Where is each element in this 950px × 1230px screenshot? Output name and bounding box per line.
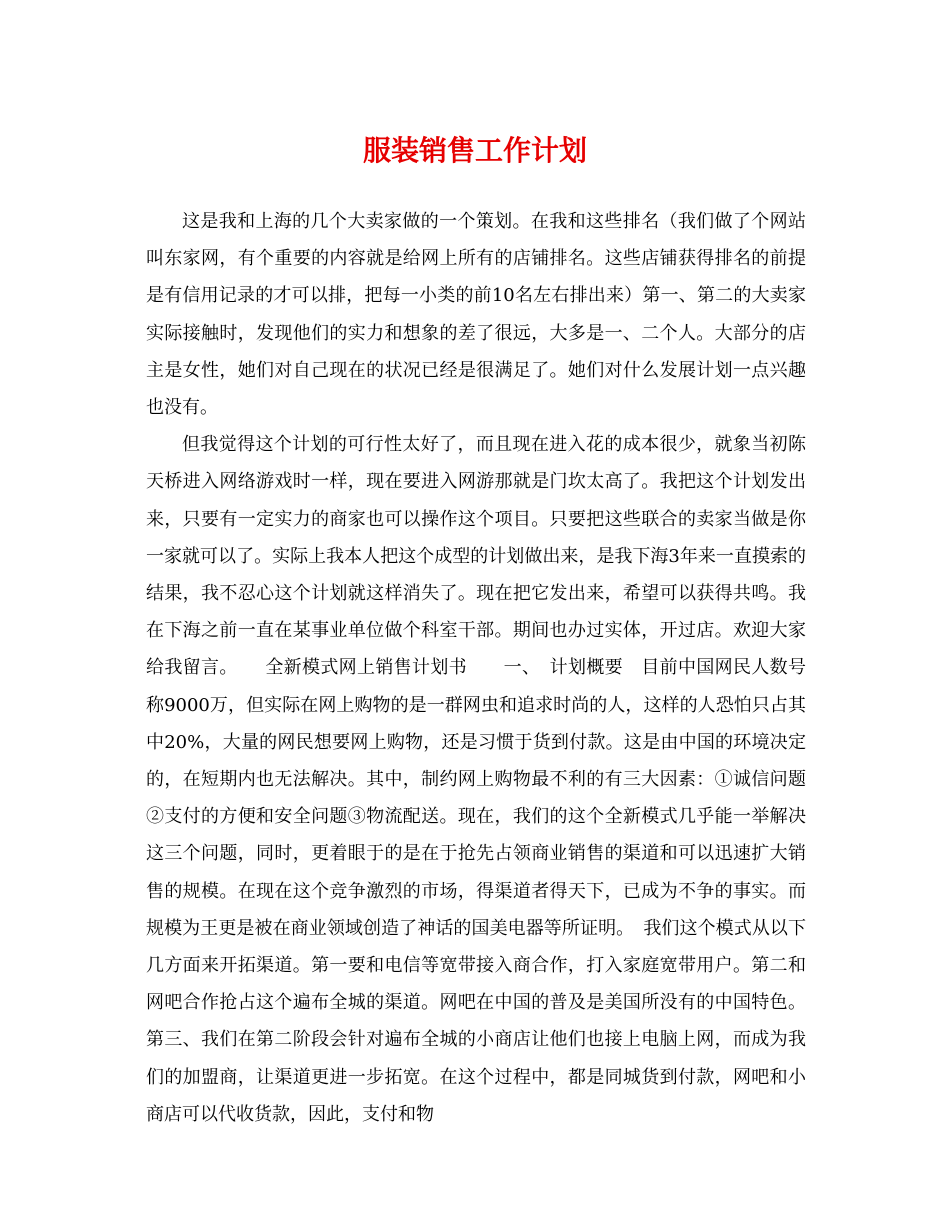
document-title: 服装销售工作计划: [362, 134, 587, 167]
document-body: [146, 203, 806, 1133]
paragraph-2: 但我觉得这个计划的可行性太好了，而且现在进入花的成本很少，就象当初陈天桥进入网络游戏时一样，现在要进入网游那就是门坎太高了。我把这个计划发出来，只要有一定实力的商家也可以操作这个项目。只要把这些联合的卖家当做是你一家就可以了。实际上我本人把这个成型的计划做出来，是我下海3年来一直摸索的结果，我不忍心这个计划就这样消失了。现在把它发出来，希望可以获得共鸣。我在下海之前一直在某事业单位做个科室干部。期间也办过实体，开过店。欢迎大家给我留言。 全新模式网上销售计划书 一、 计划概要 目前中国网民人数号称9000万，但实际在网上购物的是一群网虫和追求时尚的人，这样的人恐怕只占其中20%，大量的网民想要网上购物，还是习惯于货到付款。这是由中国的环境决定的，在短期内也无法解决。其中，制约网上购物最不利的有三大因素：①诚信问题②支付的方便和安全问题③物流配送。现在，我们的这个全新模式几乎能一举解决这三个问题，同时，更着眼于的是在于抢先占领商业销售的渠道和可以迅速扩大销售的规模。在现在这个竞争激烈的市场，得渠道者得天下，已成为不争的事实。而规模为王更是被在商业领域创造了神话的国美电器等所证明。 我们这个模式从以下几方面来开拓渠道。第一要和电信等宽带接入商合作，打入家庭宽带用户。第二和网吧合作抢占这个遍布全城的渠道。网吧在中国的普及是美国所没有的中国特色。第三、我们在第二阶段会针对遍布全城的小商店让他们也接上电脑上网，而成为我们的加盟商，让渠道更进一步拓宽。在这个过程中，都是同城货到付款，网吧和小商店可以代收货款，因此，支付和物: [146, 434, 806, 1125]
paragraph-1: 这是我和上海的几个大卖家做的一个策划。在我和这些排名（我们做了个网站叫东家网，有个重要的内容就是给网上所有的店铺排名。这些店铺获得排名的前提是有信用记录的才可以排，把每一小类的前10名左右排出来）第一、第二的大卖家实际接触时，发现他们的实力和想象的差了很远，大多是一、二个人。大部分的店主是女性，她们对自己现在的状况已经是很满足了。她们对什么发展计划一点兴趣也没有。: [146, 211, 806, 419]
